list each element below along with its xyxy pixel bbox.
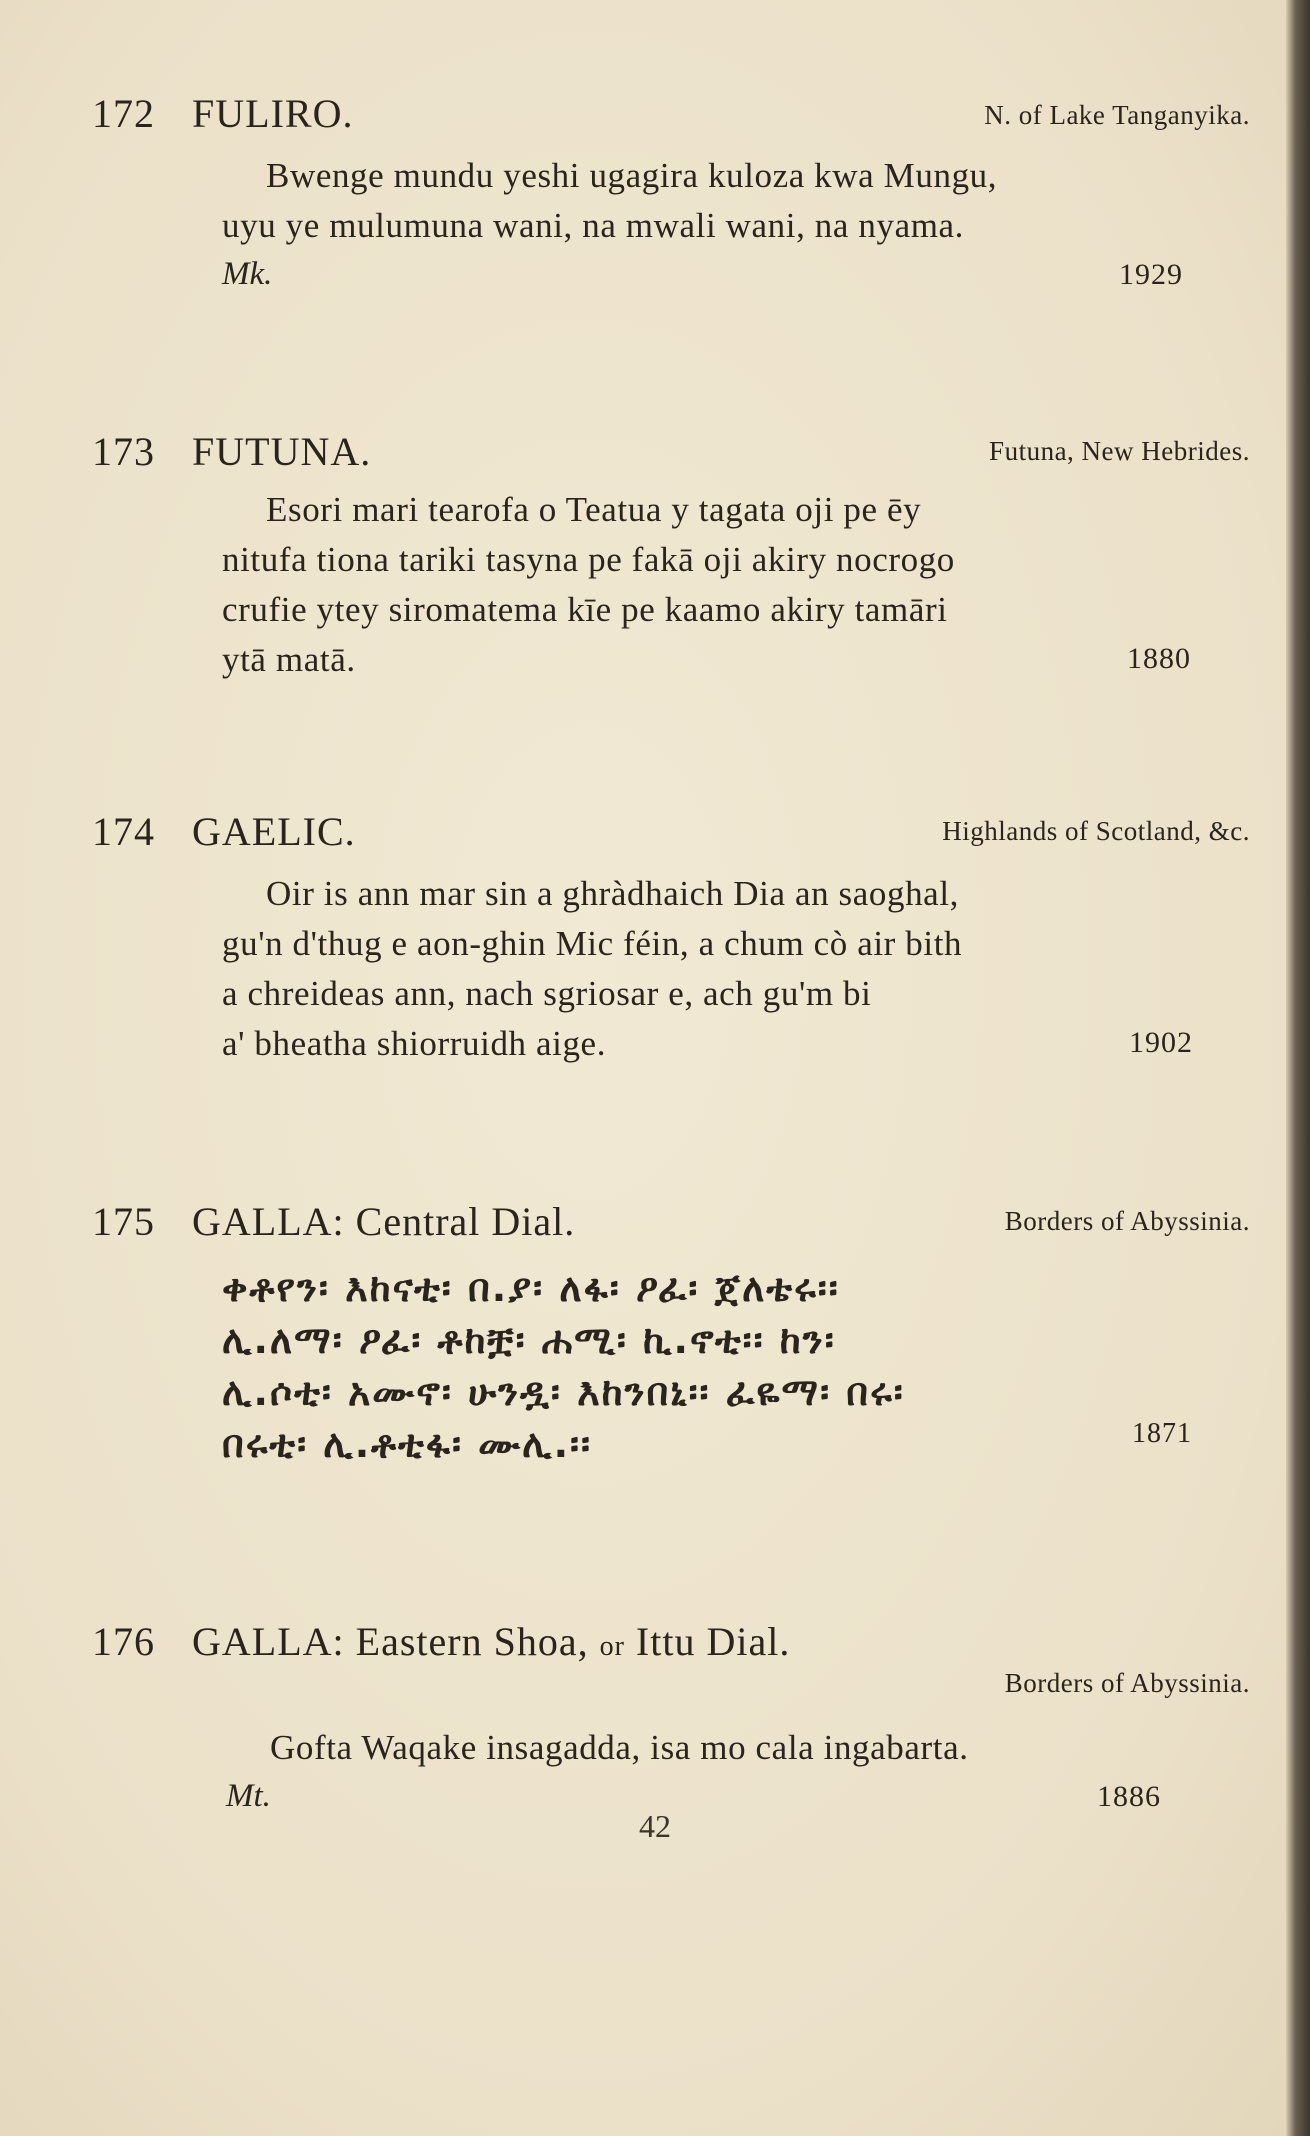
entry-175 xyxy=(92,1198,1250,1466)
entry-number: 176 xyxy=(92,1619,155,1664)
region: Futuna, New Hebrides. xyxy=(989,436,1250,466)
year: 1886 xyxy=(1097,1780,1161,1813)
text-line: gu'n d'thug e aon-ghin Mic féin, a chum cò air bith xyxy=(222,924,963,963)
region: Borders of Abyssinia. xyxy=(1004,1206,1250,1236)
text-line: nitufa tiona tariki tasyna pe fakā oji akiry nocrogo xyxy=(222,540,955,579)
entry-heading xyxy=(92,428,1250,478)
language-name: FUTUNA. xyxy=(192,429,372,474)
region: Borders of Abyssinia. xyxy=(1004,1668,1250,1698)
entry-number: 174 xyxy=(92,809,155,854)
entry-176 xyxy=(92,1618,1250,1814)
year: 1929 xyxy=(1119,258,1183,291)
entry-number: 173 xyxy=(92,429,155,474)
language-name-part: GALLA: Eastern Shoa, xyxy=(192,1619,589,1664)
language-name-or: or xyxy=(599,1631,625,1662)
text-line: Oir is ann mar sin a ghràdhaich Dia an saoghal, xyxy=(266,874,959,913)
text-line: Esori mari tearofa o Teatua y tagata oji pe ēy xyxy=(266,490,922,529)
page-number: 42 xyxy=(639,1808,671,1844)
text-line: ytā matā. xyxy=(222,640,356,679)
text-line: crufie ytey siromatema kīe pe kaamo akiry tamāri xyxy=(222,590,948,629)
ethiopic-text-line: ሊ.ለማ፡ ዖፈ፡ ቶከቿ፡ ሐሚ፡ ኪ.ኖቲ፡፡ ከን፡ xyxy=(222,1318,836,1362)
language-name: FULIRO. xyxy=(192,91,354,136)
ethiopic-text-line: ሊ.ሶቲ፡ አሙኖ፡ ሁንዷ፡ እከንበኒ፡፡ ፈዬማ፡ በሩ፡ xyxy=(222,1370,905,1414)
entry-173 xyxy=(92,428,1250,679)
entry-172 xyxy=(92,90,1250,292)
entry-heading xyxy=(92,1198,1250,1248)
text-line: a chreideas ann, nach sgriosar e, ach gu'm bi xyxy=(222,974,872,1013)
scripture-reference: Mk. xyxy=(222,256,273,292)
language-name xyxy=(192,1618,790,1665)
language-name: GAELIC. xyxy=(192,809,356,854)
ethiopic-text-line: ቀቶየን፡ እከናቲ፡ በ.ያ፡ ለፋ፡ ዖፈ፡ ጀለቴሩ፡፡ xyxy=(222,1266,840,1310)
scripture-reference: Mt. xyxy=(226,1778,271,1814)
language-name: GALLA: Central Dial. xyxy=(192,1199,576,1244)
region: Highlands of Scotland, &c. xyxy=(942,816,1250,846)
text-line: Bwenge mundu yeshi ugagira kuloza kwa Mungu, xyxy=(266,156,998,195)
text-line: Gofta Waqake insagadda, isa mo cala ingabarta. xyxy=(270,1728,969,1767)
entry-number: 172 xyxy=(92,91,155,136)
year: 1871 xyxy=(1132,1418,1192,1449)
year: 1902 xyxy=(1129,1026,1193,1059)
text-line: a' bheatha shiorruidh aige. xyxy=(222,1024,607,1063)
region: N. of Lake Tanganyika. xyxy=(984,100,1250,130)
entry-number: 175 xyxy=(92,1199,155,1244)
language-name-part: Ittu Dial. xyxy=(635,1619,791,1664)
ethiopic-text-line: በሩቲ፡ ሊ.ቶቲፋ፡ ሙሊ.፡፡ xyxy=(222,1422,592,1466)
text-line: uyu ye mulumuna wani, na mwali wani, na nyama. xyxy=(222,206,965,245)
entry-174 xyxy=(92,808,1250,1063)
entry-heading xyxy=(92,90,1250,140)
entry-heading xyxy=(92,808,1250,858)
entry-heading xyxy=(92,1618,1250,1668)
year: 1880 xyxy=(1127,642,1191,675)
